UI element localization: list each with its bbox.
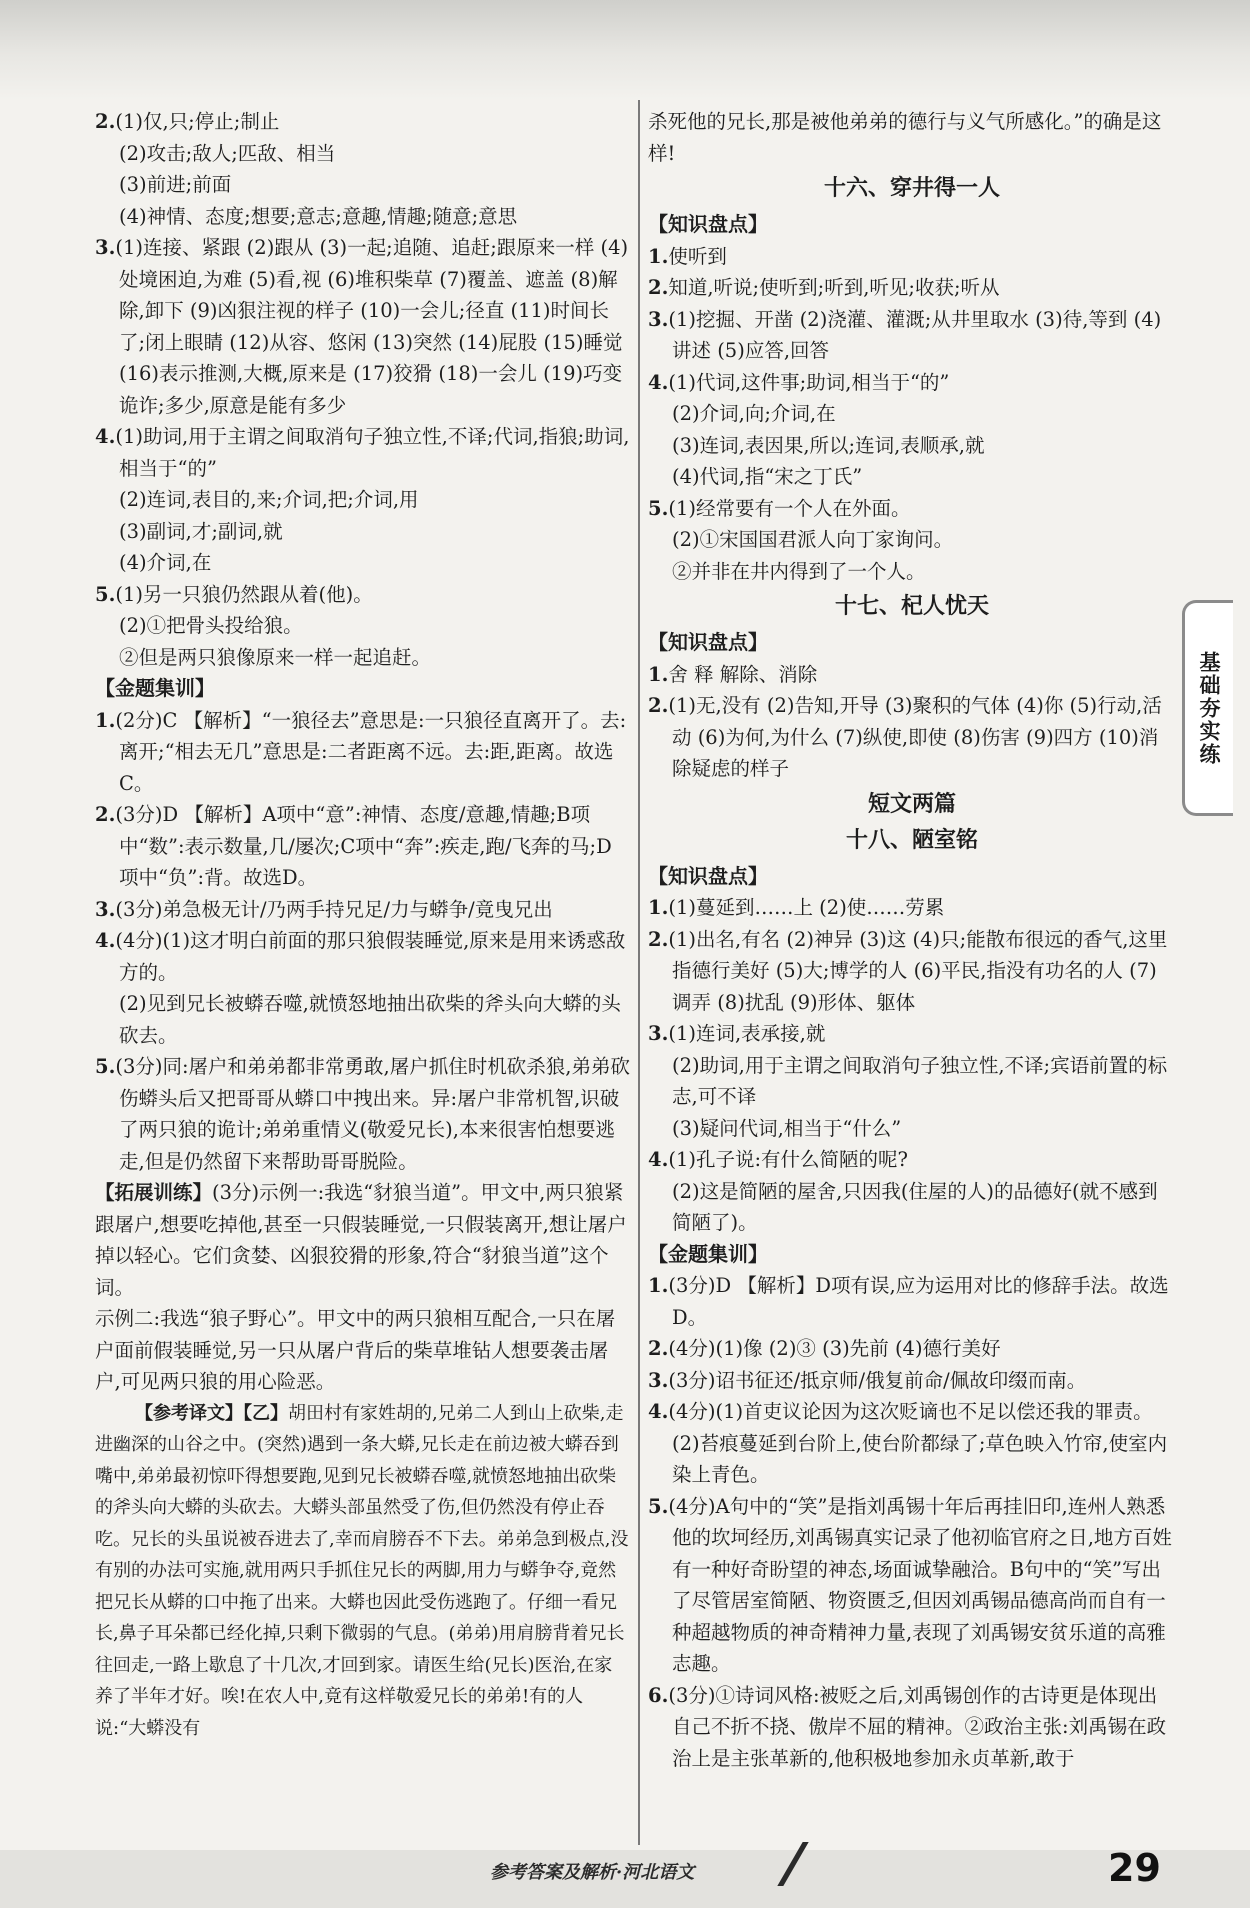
answer-subitem: (4)介词,在 xyxy=(119,551,212,574)
section-heading: 【知识盘点】 xyxy=(648,630,768,654)
prose-body: 杀死他的兄长,那是被他弟弟的德行与义气所感化。”的确是这样! xyxy=(648,110,1162,165)
prose-text xyxy=(95,1303,630,1398)
answer-subitem: ②并非在井内得到了一个人。 xyxy=(672,559,926,583)
item-text: 舍 释 解除、消除 xyxy=(668,662,818,686)
item-text: (1)另一只狼仍然跟从着(他)。 xyxy=(115,582,373,606)
item-number: 1. xyxy=(648,662,669,686)
item-text: (3分)①诗词风格:被贬之后,刘禹锡创作的古诗更是体现出自己不折不挠、傲岸不屈的精神。②政治主张:刘禹锡在政治上是主张革新的,他积极地参加永贞革新,敢于 xyxy=(668,1683,1167,1770)
lesson-title: 短文两篇 xyxy=(867,791,956,817)
answer-subitem: (4)神情、态度;想要;意志;意趣,情趣;随意;意思 xyxy=(119,204,518,228)
answer-subitem: (2)介词,向;介词,在 xyxy=(672,402,836,425)
section-heading: 【金题集训】 xyxy=(95,676,215,700)
item-text: (1)挖掘、开凿 (2)浇灌、灌溉;从井里取水 (3)待,等到 (4)讲述 (5)应答,回答 xyxy=(668,307,1162,362)
left-column xyxy=(95,106,630,1744)
item-number: 3. xyxy=(648,307,669,331)
lesson-title: 十七、杞人忧天 xyxy=(834,594,989,619)
answer-item xyxy=(95,579,630,611)
answer-subitem: (2)连词,表目的,来;介词,把;介词,用 xyxy=(119,488,419,511)
section-heading: 【知识盘点】 xyxy=(648,863,768,888)
answer-item xyxy=(95,421,630,484)
answer-item xyxy=(648,1491,1176,1680)
prose-text xyxy=(648,106,1176,169)
answer-item xyxy=(648,1680,1176,1775)
answer-subitem: (2)攻击;敌人;匹敌、相当 xyxy=(119,141,336,165)
item-number: 2. xyxy=(648,927,669,951)
item-text: (4分)(1)首吏议论因为这次贬谪也不足以偿还我的罪责。 xyxy=(668,1400,1153,1423)
answer-subitem: (2)①把骨头投给狼。 xyxy=(119,614,303,637)
answer-item xyxy=(95,799,630,894)
item-number: 4. xyxy=(95,929,116,952)
item-text: (1)仅,只;停止;制止 xyxy=(115,110,280,133)
side-tab-label: 基础夯实练 xyxy=(1197,650,1221,766)
translation-text xyxy=(95,1398,630,1745)
item-number: 2. xyxy=(648,1337,669,1360)
item-text: (3分)D 【解析】A项中“意”:神情、态度/意趣,情趣;B项中“数”:表示数量,几/屡次;C项中“奔”:疾走,跑/飞奔的马;D项中“负”:背。故选D。 xyxy=(115,803,612,889)
item-number: 2. xyxy=(648,276,669,299)
side-tab xyxy=(1182,600,1233,816)
prose-body: 胡田村有家姓胡的,兄弟二人到山上砍柴,走进幽深的山谷之中。(突然)遇到一条大蟒,兄长走在前边被大蟒吞到嘴中,弟弟最初惊吓得想要跑,见到兄长被蟒吞噬,就愤怒地抽出砍柴的斧头向大蟒的头砍去。大蟒头部虽然受了伤,但仍然没有停止吞吃。兄长的头虽说被吞进去了,幸而肩膀吞不下去。弟弟急到极点,没有别的办法可实施,就用两只手抓住兄长的两脚,用力与蟒争夺,竟然把兄长从蟒的口中拖了出来。大蟒也因此受伤逃跑了。仔细一看兄长,鼻子耳朵都已经化掉,只剩下微弱的气息。(弟弟)用肩膀背着兄长往回走,一路上歇息了十几次,才回到家。请医生给(兄长)医治,在家养了半年才好。唉!在农人中,竟有这样敬爱兄长的弟弟!有的人说:“大蟒没有 xyxy=(95,1402,629,1739)
item-number: 1. xyxy=(648,1274,669,1297)
item-text: (1)出名,有名 (2)神异 (3)这 (4)只;能散布很远的香气,这里指德行美好 (5)大;博学的人 (6)平民,指没有功名的人 (7)调弄 (8)扰乱 (9)形体、躯体 xyxy=(668,927,1168,1014)
item-number: 4. xyxy=(648,370,669,394)
item-number: 5. xyxy=(95,1055,116,1078)
item-number: 2. xyxy=(648,694,669,717)
answer-item xyxy=(95,232,630,421)
section-heading: 【知识盘点】 xyxy=(648,212,768,236)
item-number: 5. xyxy=(648,496,669,520)
answer-subitem: (2)见到兄长被蟒吞噬,就愤怒地抽出砍柴的斧头向大蟒的头砍去。 xyxy=(119,992,621,1047)
item-text: (3分)D 【解析】D项有误,应为运用对比的修辞手法。故选D。 xyxy=(668,1274,1169,1329)
answer-item xyxy=(648,1365,1176,1397)
answer-item xyxy=(95,106,630,138)
item-text: (1)无,没有 (2)告知,开导 (3)聚积的气体 (4)你 (5)行动,活动 (6)为何,为什么 (7)纵使,即使 (8)伤害 (9)四方 (10)消除疑虑的样子 xyxy=(668,694,1162,780)
item-text: (1)助词,用于主谓之间取消句子独立性,不译;代词,指狼;助词,相当于“的” xyxy=(115,425,630,480)
page-number: 29 xyxy=(1108,1846,1161,1890)
answer-subitem: (2)①宋国国君派人向丁家询问。 xyxy=(672,528,954,551)
item-text: (1)连接、紧跟 (2)跟从 (3)一起;追随、追赶;跟原来一样 (4)处境困迫,为难 (5)看,视 (6)堆积柴草 (7)覆盖、遮盖 (8)解除,卸下 (9)凶狠注视的样子 (10)一会儿;径直 (11)时间长了;闭上眼睛 (12)从容、悠闲 (13)突然 (14)屁股 (15)睡觉 (16)表示推测,大概,原来是 (17)狡猾 (18)一会儿 (19)巧变诡诈;多少,原意是能有多少 xyxy=(115,236,629,417)
item-number: 5. xyxy=(95,582,116,606)
lesson-title: 十六、穿井得一人 xyxy=(823,176,1000,201)
answer-subitem: (3)前进;前面 xyxy=(119,173,232,196)
item-number: 4. xyxy=(648,1148,669,1171)
answer-item xyxy=(648,493,1176,525)
answer-item xyxy=(95,925,630,988)
item-text: (3分)弟急极无计/乃两手持兄足/力与蟒争/竟曳兄出 xyxy=(115,897,553,921)
column-divider xyxy=(638,100,640,1845)
inline-heading: 【拓展训练】 xyxy=(95,1181,213,1204)
answer-item xyxy=(648,1018,1176,1050)
answer-subitem: (2)助词,用于主谓之间取消句子独立性,不译;宾语前置的标志,可不译 xyxy=(672,1053,1168,1108)
item-number: 6. xyxy=(648,1683,669,1707)
answer-item xyxy=(648,892,1176,924)
item-text: (3分)诏书征还/抵京师/俄复前命/佩故印缀而南。 xyxy=(668,1368,1087,1392)
answer-item xyxy=(648,1144,1176,1176)
answer-subitem: (2)这是简陋的屋舍,只因我(住屋的人)的品德好(就不感到简陋了)。 xyxy=(672,1179,1158,1234)
answer-item xyxy=(648,659,1176,691)
answer-item xyxy=(648,304,1176,367)
item-number: 3. xyxy=(648,1022,669,1045)
answer-item xyxy=(648,1270,1176,1333)
top-shadow-band xyxy=(0,0,1250,100)
item-text: (4分)(1)这才明白前面的那只狼假装睡觉,原来是用来诱惑敌方的。 xyxy=(115,929,626,984)
answer-item xyxy=(648,690,1176,785)
right-column xyxy=(648,106,1176,1774)
prose-body: 示例二:我选“狼子野心”。甲文中的两只狼相互配合,一只在屠户面前假装睡觉,另一只从屠户背后的柴草堆钻人想要袭击屠户,可见两只狼的用心险恶。 xyxy=(95,1307,616,1393)
answer-subitem: (3)副词,才;副词,就 xyxy=(119,519,283,543)
answer-item xyxy=(648,924,1176,1019)
item-number: 1. xyxy=(648,244,669,268)
item-number: 3. xyxy=(648,1368,669,1392)
section-heading: 【金题集训】 xyxy=(648,1241,768,1266)
item-number: 2. xyxy=(95,803,116,826)
answer-item xyxy=(648,367,1176,399)
answer-item xyxy=(95,1051,630,1177)
answer-subitem: (4)代词,指“宋之丁氏” xyxy=(672,465,863,488)
item-text: (1)孔子说:有什么简陋的呢? xyxy=(668,1148,909,1171)
item-number: 2. xyxy=(95,110,116,133)
answer-item xyxy=(95,705,630,800)
answer-subitem: ②但是两只狼像原来一样一起追赶。 xyxy=(119,645,432,669)
item-text: (2分)C 【解析】“一狼径去”意思是:一只狼径直离开了。去:离开;“相去无几”意思是:二者距离不远。去:距,距离。故选C。 xyxy=(115,708,627,795)
item-number: 3. xyxy=(95,236,116,259)
item-text: (1)蔓延到……上 (2)使……劳累 xyxy=(668,896,945,919)
footer-title: 参考答案及解析·河北语文 xyxy=(490,1862,695,1883)
answer-item xyxy=(648,1333,1176,1365)
answer-subitem: (2)苔痕蔓延到台阶上,使台阶都绿了;草色映入竹帘,使室内染上青色。 xyxy=(672,1431,1168,1486)
item-number: 4. xyxy=(95,425,116,448)
item-number: 5. xyxy=(648,1494,669,1518)
item-number: 1. xyxy=(648,896,669,919)
item-text: (1)代词,这件事;助词,相当于“的” xyxy=(668,370,950,394)
item-text: (1)经常要有一个人在外面。 xyxy=(668,496,911,520)
item-text: (1)连词,表承接,就 xyxy=(668,1022,826,1045)
item-text: (4分)A句中的“笑”是指刘禹锡十年后再挂旧印,连州人熟悉他的坎坷经历,刘禹锡真实记录了他初临官府之日,地方百姓有一种好奇盼望的神态,场面诚挚融洽。B句中的“笑”写出了尽管居室简陋、物资匮乏,但因刘禹锡品德高尚而自有一种超越物质的神奇精神力量,表现了刘禹锡安贫乐道的高雅志趣。 xyxy=(668,1494,1172,1675)
answer-item xyxy=(648,1396,1176,1428)
item-text: 使听到 xyxy=(668,244,727,268)
item-text: 知道,听说;使听到;听到,听见;收获;听从 xyxy=(668,276,1000,299)
answer-item xyxy=(648,272,1176,304)
item-text: (3分)同:屠户和弟弟都非常勇敢,屠户抓住时机砍杀狼,弟弟砍伤蟒头后又把哥哥从蟒口中拽出来。异:屠户非常机智,识破了两只狼的诡计;弟弟重情义(敬爱兄长),本来很害怕想要逃走,但是仍然留下来帮助哥哥脱险。 xyxy=(115,1055,630,1173)
lesson-title: 十八、陋室铭 xyxy=(845,827,978,853)
prose-text xyxy=(95,1177,630,1303)
answer-item xyxy=(95,894,630,926)
prose-body: (3分)示例一:我选“豺狼当道”。甲文中,两只狼紧跟屠户,想要吃掉他,甚至一只假装睡觉,一只假装离开,想让屠户掉以轻心。它们贪婪、凶狠狡猾的形象,符合“豺狼当道”这个词。 xyxy=(95,1181,627,1299)
item-number: 4. xyxy=(648,1400,669,1423)
answer-subitem: (3)疑问代词,相当于“什么” xyxy=(672,1116,902,1140)
item-text: (4分)(1)像 (2)③ (3)先前 (4)德行美好 xyxy=(668,1337,1001,1360)
answer-subitem: (3)连词,表因果,所以;连词,表顺承,就 xyxy=(672,433,985,457)
inline-heading: 【参考译文】【乙】 xyxy=(135,1402,288,1424)
item-number: 3. xyxy=(95,897,116,921)
item-number: 1. xyxy=(95,708,116,732)
answer-item xyxy=(648,241,1176,273)
